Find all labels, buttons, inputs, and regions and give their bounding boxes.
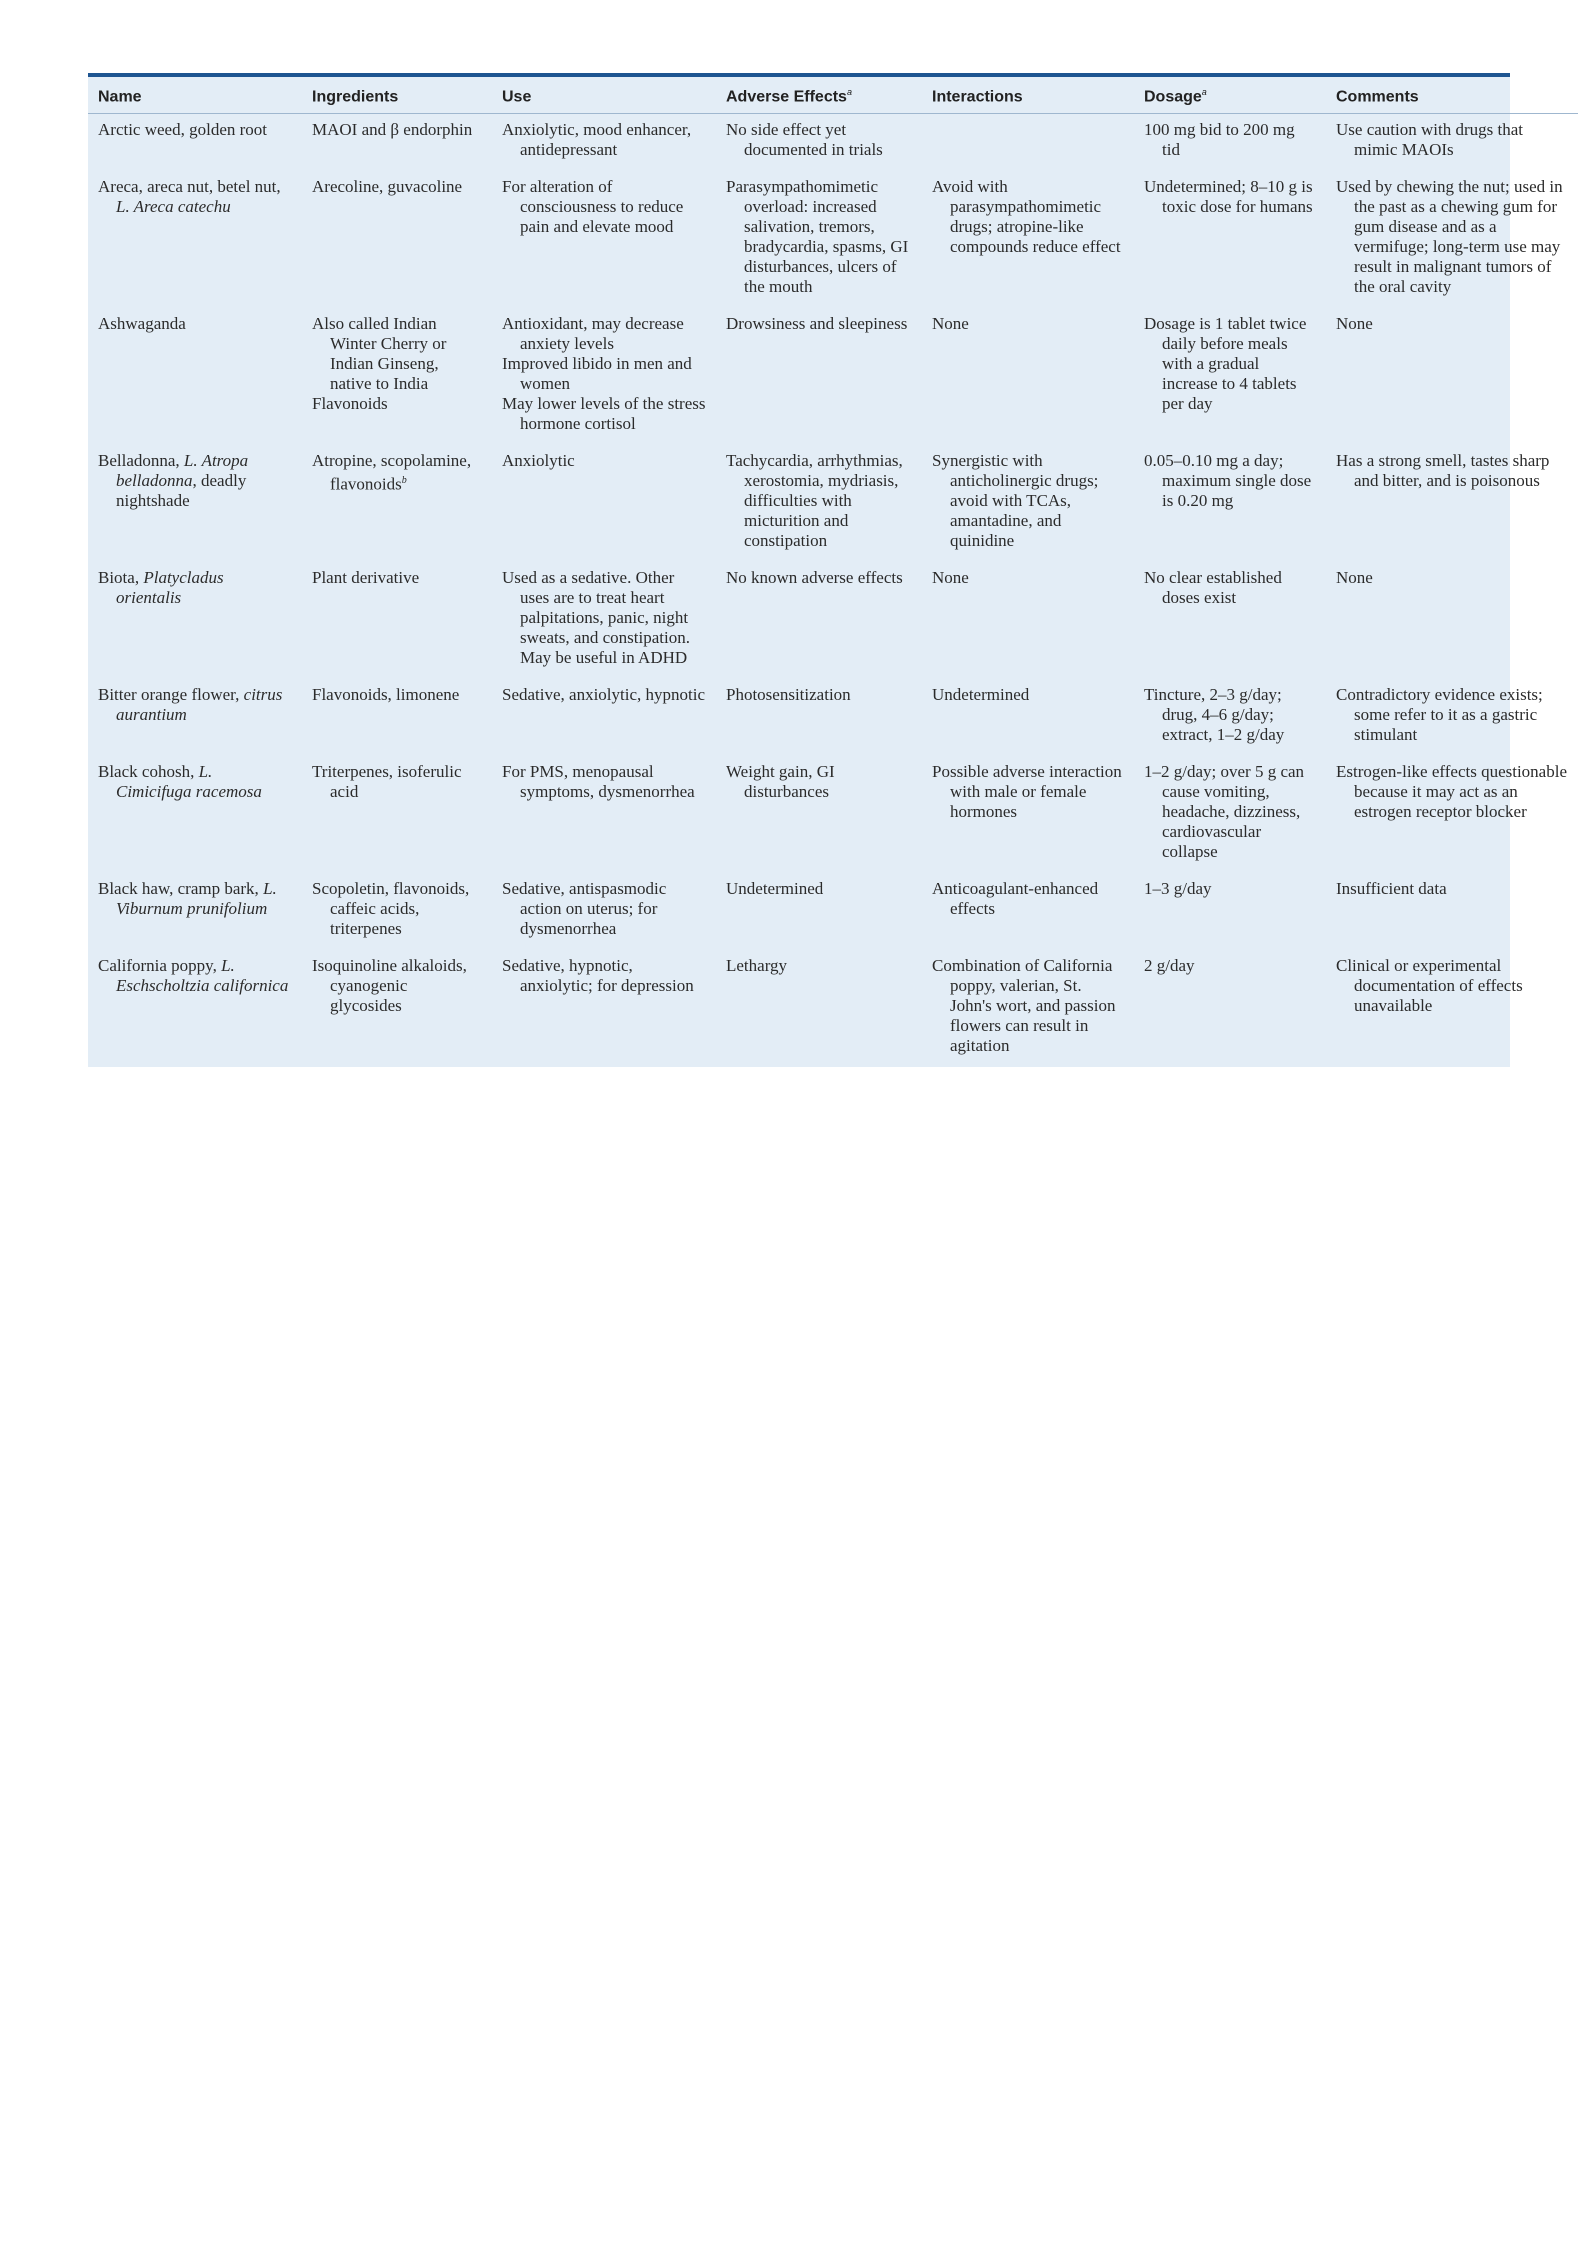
- cell-text: Bitter orange flower, citrus aurantium: [98, 685, 283, 725]
- cell-text: Belladonna, L. Atropa belladonna, deadly nightshade: [98, 451, 249, 511]
- dosage-cell: [1134, 445, 1326, 562]
- header-interactions: Interactions: [922, 77, 1134, 114]
- cell-text: Contradictory evidence exists; some refer to it as a gastric stimulant: [1336, 685, 1543, 745]
- cell-text: Parasympathomimetic overload: increased salivation, tremors, bradycardia, spasms, GI disturbances, ulcers of the mouth: [726, 177, 909, 297]
- interactions-cell: [922, 679, 1134, 756]
- cell-text: Flavonoids: [312, 394, 388, 414]
- name-cell: [88, 308, 302, 445]
- name-cell: [88, 562, 302, 679]
- cell-text: Improved libido in men and women: [502, 354, 692, 394]
- cell-text: Use caution with drugs that mimic MAOIs: [1336, 120, 1523, 160]
- ingredients-cell: [302, 308, 492, 445]
- table-row: [88, 873, 1578, 950]
- cell-text: No known adverse effects: [726, 568, 903, 588]
- dosage-cell: [1134, 756, 1326, 873]
- header-adverse-effects: Adverse Effects$^a$: [716, 77, 922, 114]
- use-cell: [492, 114, 716, 172]
- cell-text: Estrogen-like effects questionable because it may act as an estrogen receptor blocker: [1336, 762, 1567, 822]
- cell-text: Has a strong smell, tastes sharp and bitter, and is poisonous: [1336, 451, 1550, 491]
- cell-text: Areca, areca nut, betel nut, L. Areca catechu: [98, 177, 281, 217]
- interactions-cell: [922, 562, 1134, 679]
- cell-text: None: [1336, 568, 1373, 588]
- adverse-effects-cell: [716, 114, 922, 172]
- use-cell: [492, 171, 716, 308]
- cell-text: Also called Indian Winter Cherry or Indian Ginseng, native to India: [312, 314, 447, 394]
- cell-text: California poppy, L. Eschscholtzia californica: [98, 956, 289, 996]
- herbal-remedies-table: [88, 77, 1578, 1067]
- cell-text: Sedative, antispasmodic action on uterus; for dysmenorrhea: [502, 879, 667, 939]
- table-row: [88, 679, 1578, 756]
- header-dosage: Dosage$^a$: [1134, 77, 1326, 114]
- interactions-cell: [922, 950, 1134, 1067]
- adverse-effects-cell: [716, 873, 922, 950]
- cell-text: Undetermined: [726, 879, 824, 899]
- interactions-cell: [922, 756, 1134, 873]
- cell-text: Ashwaganda: [98, 314, 186, 334]
- cell-text: No clear established doses exist: [1144, 568, 1282, 608]
- use-cell: [492, 873, 716, 950]
- cell-text: Lethargy: [726, 956, 788, 976]
- cell-text: May lower levels of the stress hormone cortisol: [502, 394, 706, 434]
- adverse-effects-cell: [716, 171, 922, 308]
- header-comments: Comments: [1326, 77, 1578, 114]
- ingredients-cell: [302, 756, 492, 873]
- dosage-cell: [1134, 679, 1326, 756]
- name-cell: [88, 171, 302, 308]
- cell-text: Clinical or experimental documentation of effects unavailable: [1336, 956, 1523, 1016]
- cell-text: Sedative, anxiolytic, hypnotic: [502, 685, 706, 705]
- cell-text: For PMS, menopausal symptoms, dysmenorrhea: [502, 762, 695, 802]
- cell-text: Isoquinoline alkaloids, cyanogenic glycosides: [312, 956, 467, 1016]
- cell-text: Arctic weed, golden root: [98, 120, 267, 140]
- cell-text: Insufficient data: [1336, 879, 1447, 899]
- cell-text: Triterpenes, isoferulic acid: [312, 762, 462, 802]
- dosage-cell: [1134, 873, 1326, 950]
- adverse-effects-cell: [716, 756, 922, 873]
- header-use: Use: [492, 77, 716, 114]
- ingredients-cell: [302, 445, 492, 562]
- comments-cell: [1326, 873, 1578, 950]
- cell-text: Avoid with parasympathomimetic drugs; atropine-like compounds reduce effect: [932, 177, 1121, 257]
- ingredients-cell: [302, 679, 492, 756]
- interactions-cell: [922, 114, 1134, 172]
- cell-text: Biota, Platycladus orientalis: [98, 568, 224, 608]
- cell-text: Scopoletin, flavonoids, caffeic acids, triterpenes: [312, 879, 470, 939]
- name-cell: [88, 679, 302, 756]
- cell-text: For alteration of consciousness to reduce pain and elevate mood: [502, 177, 684, 237]
- interactions-cell: [922, 171, 1134, 308]
- table-row: [88, 114, 1578, 172]
- cell-text: None: [932, 568, 969, 588]
- header-name: Name: [88, 77, 302, 114]
- interactions-cell: [922, 445, 1134, 562]
- cell-text: Tachycardia, arrhythmias, xerostomia, mydriasis, difficulties with micturition and constipation: [726, 451, 903, 551]
- dosage-cell: [1134, 114, 1326, 172]
- cell-text: Antioxidant, may decrease anxiety levels: [502, 314, 684, 354]
- use-cell: [492, 679, 716, 756]
- cell-text: Anticoagulant-enhanced effects: [932, 879, 1099, 919]
- comments-cell: [1326, 445, 1578, 562]
- comments-cell: [1326, 679, 1578, 756]
- cell-text: 1–3 g/day: [1144, 879, 1212, 899]
- cell-text: Photosensitization: [726, 685, 851, 705]
- dosage-cell: [1134, 171, 1326, 308]
- table-row: [88, 562, 1578, 679]
- cell-text: None: [1336, 314, 1373, 334]
- comments-cell: [1326, 171, 1578, 308]
- cell-text: MAOI and β endorphin: [312, 120, 473, 140]
- ingredients-cell: [302, 873, 492, 950]
- use-cell: [492, 308, 716, 445]
- cell-text: Weight gain, GI disturbances: [726, 762, 835, 802]
- cell-text: Atropine, scopolamine, flavonoids$^b$: [312, 451, 472, 494]
- cell-text: Used by chewing the nut; used in the past as a chewing gum for gum disease and as a vermifuge; long-term use may result in malignant tumors of the oral cavity: [1336, 177, 1563, 297]
- cell-text: Arecoline, guvacoline: [312, 177, 463, 197]
- cell-text: Synergistic with anticholinergic drugs; avoid with TCAs, amantadine, and quinidine: [932, 451, 1099, 551]
- comments-cell: [1326, 950, 1578, 1067]
- name-cell: [88, 114, 302, 172]
- ingredients-cell: [302, 171, 492, 308]
- cell-text: Black cohosh, L. Cimicifuga racemosa: [98, 762, 262, 802]
- dosage-cell: [1134, 562, 1326, 679]
- cell-text: Dosage is 1 tablet twice daily before meals with a gradual increase to 4 tablets per day: [1144, 314, 1307, 414]
- ingredients-cell: [302, 562, 492, 679]
- cell-text: Possible adverse interaction with male or female hormones: [932, 762, 1122, 822]
- table-row: [88, 171, 1578, 308]
- dosage-cell: [1134, 308, 1326, 445]
- cell-text: 2 g/day: [1144, 956, 1195, 976]
- name-cell: [88, 445, 302, 562]
- comments-cell: [1326, 756, 1578, 873]
- use-cell: [492, 445, 716, 562]
- herbal-remedies-table-container: [88, 73, 1567, 1067]
- cell-text: Sedative, hypnotic, anxiolytic; for depression: [502, 956, 694, 996]
- table-row: [88, 756, 1578, 873]
- cell-text: Plant derivative: [312, 568, 420, 588]
- table-body: [88, 114, 1578, 1068]
- use-cell: [492, 756, 716, 873]
- cell-text: Flavonoids, limonene: [312, 685, 460, 705]
- cell-text: Combination of California poppy, valerian, St. John's wort, and passion flowers can result in agitation: [932, 956, 1116, 1056]
- cell-text: 0.05–0.10 mg a day; maximum single dose is 0.20 mg: [1144, 451, 1312, 511]
- adverse-effects-cell: [716, 308, 922, 445]
- cell-text: 100 mg bid to 200 mg tid: [1144, 120, 1295, 160]
- comments-cell: [1326, 562, 1578, 679]
- cell-text: Drowsiness and sleepiness: [726, 314, 908, 334]
- cell-text: 1–2 g/day; over 5 g can cause vomiting, headache, dizziness, cardiovascular collapse: [1144, 762, 1305, 862]
- adverse-effects-cell: [716, 562, 922, 679]
- name-cell: [88, 950, 302, 1067]
- name-cell: [88, 873, 302, 950]
- adverse-effects-cell: [716, 950, 922, 1067]
- cell-text: Used as a sedative. Other uses are to treat heart palpitations, panic, night sweats, and constipation. May be useful in ADHD: [502, 568, 690, 668]
- name-cell: [88, 756, 302, 873]
- cell-text: None: [932, 314, 969, 334]
- ingredients-cell: [302, 950, 492, 1067]
- cell-text: Undetermined; 8–10 g is toxic dose for humans: [1144, 177, 1313, 217]
- dosage-cell: [1134, 950, 1326, 1067]
- adverse-effects-cell: [716, 445, 922, 562]
- interactions-cell: [922, 873, 1134, 950]
- table-row: [88, 308, 1578, 445]
- cell-text: Anxiolytic, mood enhancer, antidepressant: [502, 120, 692, 160]
- cell-text: No side effect yet documented in trials: [726, 120, 883, 160]
- header-ingredients: Ingredients: [302, 77, 492, 114]
- comments-cell: [1326, 308, 1578, 445]
- comments-cell: [1326, 114, 1578, 172]
- cell-text: Black haw, cramp bark, L. Viburnum prunifolium: [98, 879, 277, 919]
- cell-text: Tincture, 2–3 g/day; drug, 4–6 g/day; extract, 1–2 g/day: [1144, 685, 1285, 745]
- table-header-row: [88, 77, 1578, 114]
- interactions-cell: [922, 308, 1134, 445]
- table-row: [88, 445, 1578, 562]
- use-cell: [492, 562, 716, 679]
- cell-text: Undetermined: [932, 685, 1030, 705]
- ingredients-cell: [302, 114, 492, 172]
- cell-text: Anxiolytic: [502, 451, 575, 471]
- use-cell: [492, 950, 716, 1067]
- table-row: [88, 950, 1578, 1067]
- adverse-effects-cell: [716, 679, 922, 756]
